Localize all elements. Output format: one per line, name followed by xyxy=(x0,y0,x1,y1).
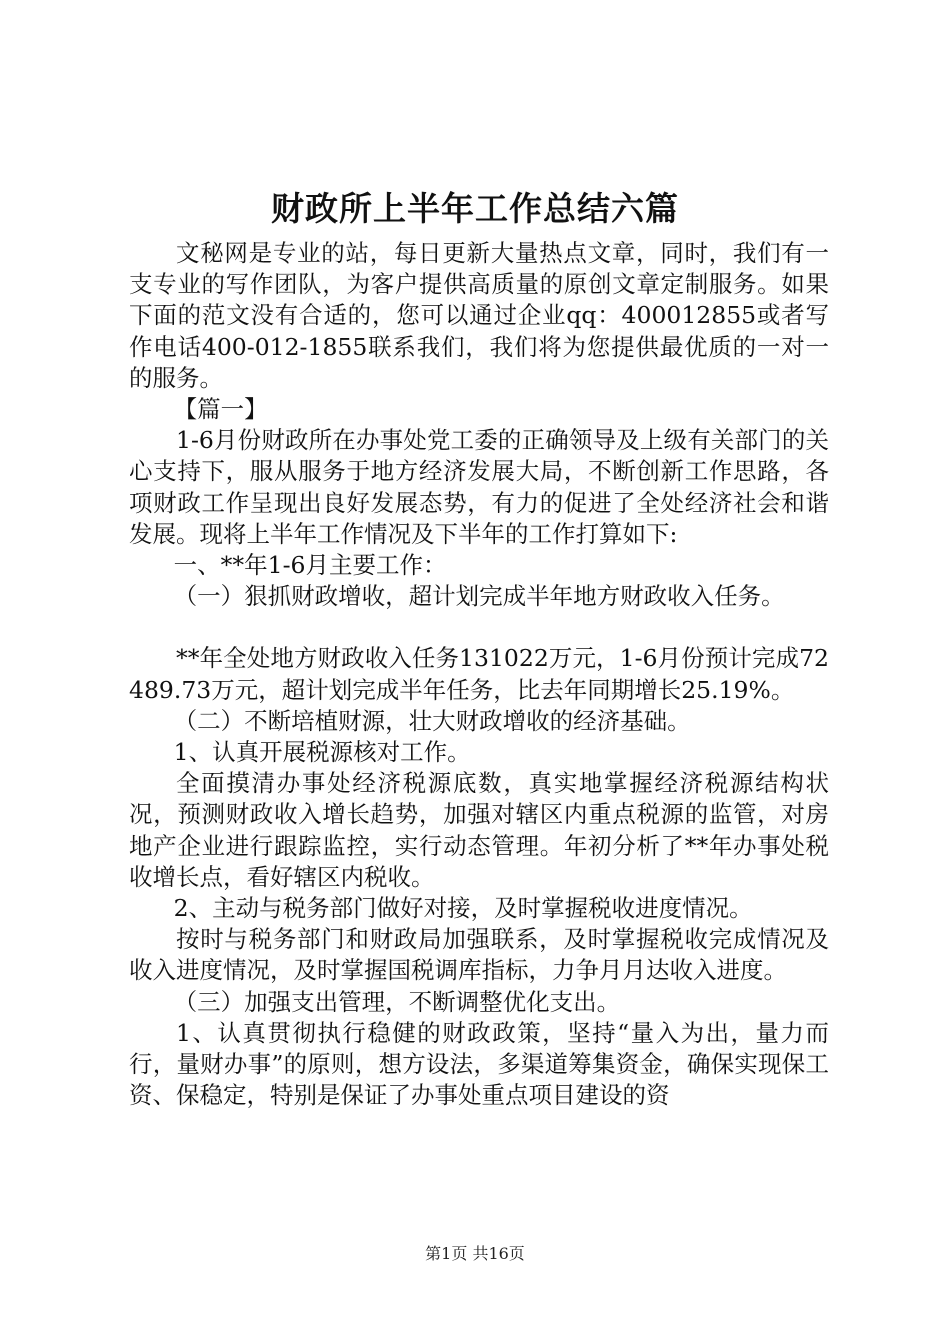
document-body xyxy=(129,238,829,1111)
revenue-paragraph: **年全处地方财政收入任务131022万元，1-6月份预计完成72489.73万元，超计划完成半年任务，比去年同期增长25.19%。 xyxy=(129,644,829,704)
intro-paragraph: 文秘网是专业的站，每日更新大量热点文章，同时，我们有一支专业的写作团队，为客户提供高质量的原创文章定制服务。如果下面的范文没有合适的，您可以通过企业qq：400012855或者写作电话400-012-1855联系我们，我们将为您提供最优质的一对一的服务。 xyxy=(129,239,829,392)
expenditure-paragraph: 1、认真贯彻执行稳健的财政政策，坚持“量入为出，量力而行，量财办事”的原则，想方设法，多渠道筹集资金，确保实现保工资、保稳定，特别是保证了办事处重点项目建设的资 xyxy=(129,1018,829,1110)
main-work-heading: 一、**年1-6月主要工作： xyxy=(173,551,447,580)
subheading-expenditure: （三）加强支出管理，不断调整优化支出。 xyxy=(173,987,621,1016)
overview-paragraph: 1-6月份财政所在办事处党工委的正确领导及上级有关部门的关心支持下，服从服务于地方经济发展大局，不断创新工作思路，各项财政工作呈现出良好发展态势，有力的促进了全处经济社会和谐发展。现将上半年工作情况及下半年的工作打算如下: xyxy=(129,426,829,548)
item-tax-source-check: 1、认真开展税源核对工作。 xyxy=(173,738,471,767)
document-title: 财政所上半年工作总结六篇 xyxy=(271,189,679,228)
tax-source-paragraph: 全面摸清办事处经济税源底数，真实地掌握经济税源结构状况，预测财政收入增长趋势，加强对辖区内重点税源的监管，对房地产企业进行跟踪监控，实行动态管理。年初分析了**年办事处税收增长点，看好辖区内税收。 xyxy=(129,769,829,891)
page-number-footer: 第1页 共16页 xyxy=(425,1244,525,1263)
section-heading-part-one: 【篇一】 xyxy=(173,395,268,424)
subheading-tax-sources: （二）不断培植财源，壮大财政增收的经济基础。 xyxy=(173,706,691,735)
tax-liaison-paragraph: 按时与税务部门和财政局加强联系，及时掌握税收完成情况及收入进度情况，及时掌握国税调库指标，力争月月达收入进度。 xyxy=(129,925,829,985)
subheading-revenue: （一）狠抓财政增收，超计划完成半年地方财政收入任务。 xyxy=(173,582,785,611)
item-tax-liaison: 2、主动与税务部门做好对接，及时掌握税收进度情况。 xyxy=(173,894,753,923)
